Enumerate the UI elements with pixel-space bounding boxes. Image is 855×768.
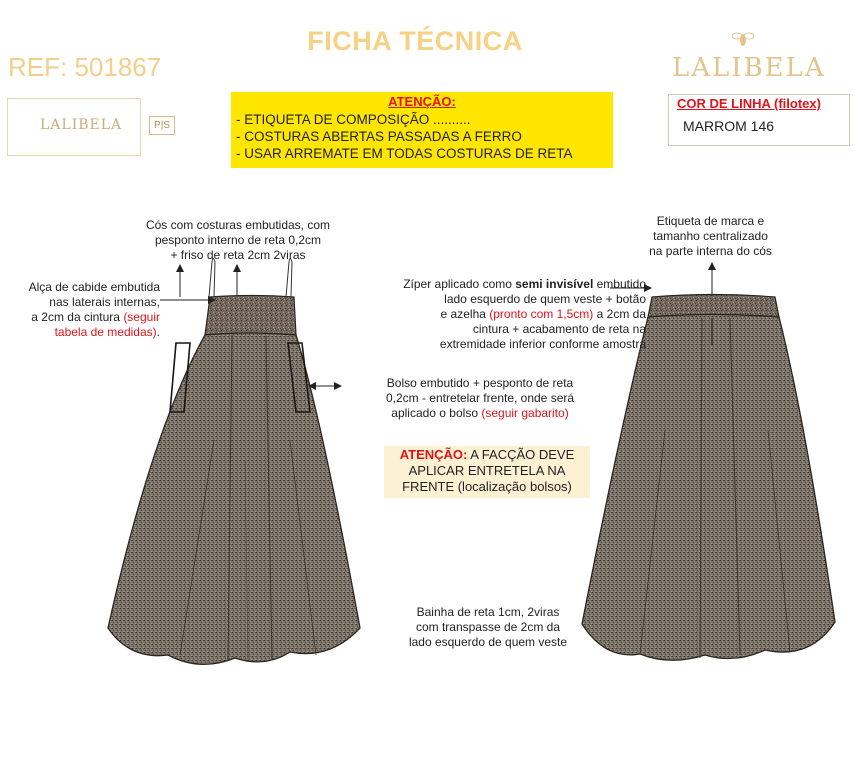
zipper-note-line xyxy=(378,277,646,292)
waistband-note-line: pesponto interno de reta 0,2cm xyxy=(154,233,322,247)
hanger-loop-reference: (seguir xyxy=(123,310,160,324)
thread-color-label: COR DE LINHA (filotex) xyxy=(677,96,821,111)
zipper-text: a 2cm da xyxy=(593,307,646,321)
zipper-note-line xyxy=(378,307,646,322)
pocket-reference: (seguir gabarito) xyxy=(481,406,569,420)
document-title: FICHA TÉCNICA xyxy=(307,26,523,56)
brand-label-text: LALIBELA xyxy=(40,117,123,133)
attention-item: - COSTURAS ABERTAS PASSADAS A FERRO xyxy=(236,129,522,144)
hem-note-line: Bainha de reta 1cm, 2viras xyxy=(416,605,560,619)
attention-title: ATENÇÃO: xyxy=(388,94,456,109)
pocket-note-line xyxy=(350,406,610,421)
brand-label-note xyxy=(628,214,793,259)
hanger-loop-note-line xyxy=(10,325,160,340)
pocket-note-line: Bolso embutido + pesponto de reta xyxy=(386,376,574,390)
zipper-note-line: cintura + acabamento de reta na xyxy=(472,322,646,336)
brand-label-note-line: tamanho centralizado xyxy=(653,229,768,243)
hem-note-line: lado esquerdo de quem veste xyxy=(408,635,568,649)
hanger-loop-note xyxy=(10,280,160,340)
factory-attention-label: ATENÇÃO: xyxy=(399,447,468,462)
factory-attention-line: FRENTE (localização bolsos) xyxy=(402,479,572,494)
zipper-text: embutido xyxy=(593,277,646,291)
hanger-loop-note-line xyxy=(10,310,160,325)
hanger-loop-note-line: Alça de cabide embutida xyxy=(28,280,160,294)
hanger-loop-note-line: nas laterais internas, xyxy=(49,295,160,309)
thread-color-value: MARROM 146 xyxy=(683,118,775,134)
hem-note-line: com transpasse de 2cm da xyxy=(415,620,561,634)
pocket-text: aplicado o bolso xyxy=(391,406,482,420)
brand-logo: LALIBELA xyxy=(672,53,826,83)
hem-note xyxy=(388,605,588,650)
waistband-note-line: Cós com costuras embutidas, com xyxy=(145,218,331,232)
size-label: P|S xyxy=(149,116,175,135)
hanger-loop-text: . xyxy=(156,325,160,339)
pocket-note xyxy=(350,376,610,421)
zipper-reference: (pronto com 1,5cm) xyxy=(489,307,594,321)
zipper-emphasis: semi invisível xyxy=(515,277,594,291)
hanger-loop-reference: tabela de medidas) xyxy=(54,325,157,339)
waistband-note xyxy=(128,218,348,263)
reference-code: REF: 501867 xyxy=(8,52,162,82)
factory-attention-line: APLICAR ENTRETELA NA xyxy=(408,463,566,478)
pocket-note-line: 0,2cm - entretelar frente, onde será xyxy=(385,391,575,405)
waistband-note-line: + friso de reta 2cm 2viras xyxy=(170,248,306,262)
brand-label-note-line: na parte interna do cós xyxy=(649,244,772,258)
attention-item: - USAR ARREMATE EM TODAS COSTURAS DE RETA xyxy=(236,146,573,161)
zipper-note-line: extremidade inferior conforme amostra xyxy=(439,337,646,351)
hanger-loop-text: a 2cm da cintura xyxy=(31,310,124,324)
factory-attention-note xyxy=(384,447,590,495)
attention-item: - ETIQUETA DE COMPOSIÇÃO .......... xyxy=(236,112,471,127)
zipper-text: Zíper aplicado como xyxy=(403,277,516,291)
zipper-note-line: lado esquerdo de quem veste + botão xyxy=(444,292,646,306)
factory-attention-text: A FACÇÃO DEVE xyxy=(467,447,575,462)
zipper-note xyxy=(378,277,646,352)
brand-label-note-line: Etiqueta de marca e xyxy=(656,214,765,228)
zipper-text: e azelha xyxy=(440,307,490,321)
factory-attention-line xyxy=(384,447,590,463)
